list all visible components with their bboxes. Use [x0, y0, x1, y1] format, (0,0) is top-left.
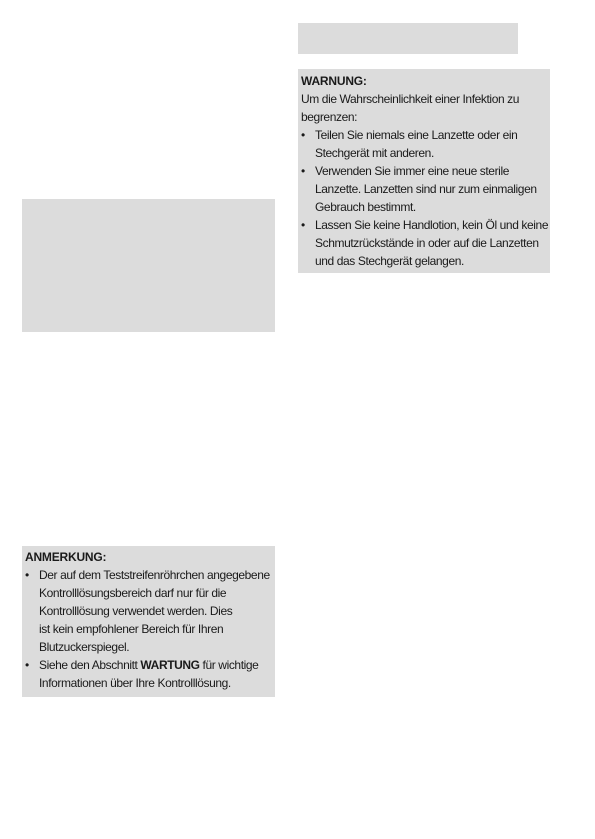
note-item-line: ist kein empfohlener Bereich für Ihren [39, 622, 224, 636]
warning-item [301, 162, 546, 216]
warning-list [301, 126, 549, 270]
warning-item [301, 216, 549, 270]
warning-item [301, 126, 546, 162]
note-item-line: Kontrolllösung verwendet werden. Dies [39, 604, 233, 618]
warning-item-line: • Verwenden Sie immer eine neue sterile [315, 164, 509, 178]
warning-intro-line: begrenzen: [301, 110, 358, 124]
warning-intro-line: Um die Wahrscheinlichkeit einer Infektion zu [301, 92, 520, 106]
note-item-line: Informationen über Ihre Kontrolllösung. [39, 676, 231, 690]
note-item [25, 566, 272, 656]
note-box [22, 546, 275, 697]
warning-item-line: Gebrauch bestimmt. [315, 200, 416, 214]
warning-item-line: • Teilen Sie niemals eine Lanzette oder ein [315, 128, 518, 142]
image-placeholder-box [22, 199, 275, 332]
warning-item-line: und das Stechgerät gelangen. [315, 254, 464, 268]
note-text: für wichtige [199, 658, 259, 672]
header-placeholder-bar [298, 23, 518, 54]
note-item-line: Blutzuckerspiegel. [39, 640, 130, 654]
warning-heading: WARNUNG: [301, 74, 367, 88]
warning-item-line: Stechgerät mit anderen. [315, 146, 434, 160]
warning-item-line: Schmutzrückstände in oder auf die Lanzetten [315, 236, 539, 250]
note-list [25, 566, 272, 692]
note-item-line [39, 656, 272, 674]
warning-item-line: Lanzette. Lanzetten sind nur zum einmaligen [315, 182, 537, 196]
warning-box [298, 69, 550, 273]
note-item-line: Kontrolllösungsbereich darf nur für die [39, 586, 227, 600]
warning-intro [301, 90, 546, 126]
warning-item-line: • Lassen Sie keine Handlotion, kein Öl und keine [315, 218, 549, 232]
maintenance-section-reference: WARTUNG [140, 658, 200, 672]
note-heading: ANMERKUNG: [25, 550, 107, 564]
note-item-line: • Der auf dem Teststreifenröhrchen angegebene [39, 568, 270, 582]
note-text: Siehe den Abschnitt [39, 658, 141, 672]
note-item [25, 656, 272, 692]
